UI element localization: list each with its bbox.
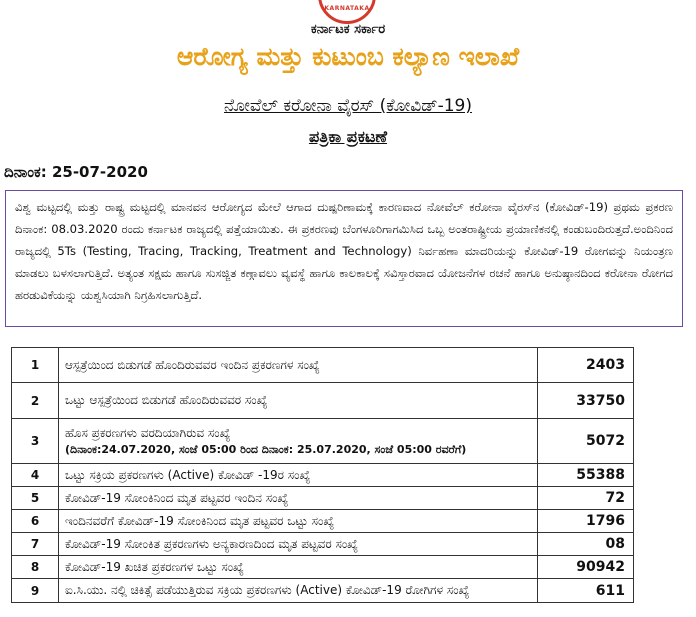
row-description (59, 464, 538, 487)
row-description-text: ಒಟ್ಟು ಸಕ್ರಿಯ ಪ್ರಕರಣಗಳು (Active) ಕೋವಿಡ್ -19ರ ಸಂಖ್ಯೆ (65, 467, 311, 482)
date-line: ದಿನಾಂಕ: 25-07-2020 (4, 163, 148, 181)
row-number: 9 (12, 579, 59, 603)
row-number: 3 (12, 419, 59, 464)
table-row (12, 510, 634, 533)
table-row (12, 464, 634, 487)
row-description-text: ಒಟ್ಟು ಆಸ್ಪತ್ರೆಯಿಂದ ಬಿಡುಗಡೆ ಹೊಂದಿರುವವರ ಸಂಖ್ಯೆ (65, 393, 268, 407)
table-row (12, 419, 634, 464)
row-number: 2 (12, 383, 59, 419)
row-description-text: ಆಸ್ಪತ್ರೆಯಿಂದ ಬಿಡುಗಡೆ ಹೊಂದಿರುವವರ ಇಂದಿನ ಪ್ರಕರಣಗಳ ಸಂಖ್ಯೆ (65, 357, 320, 372)
government-name: ಕರ್ನಾಟಕ ಸರ್ಕಾರ (310, 22, 386, 37)
row-value: 90942 (538, 556, 634, 579)
subject-text: ನೋವೆಲ್ ಕರೋನಾ ವೈರಸ್ (ಕೋವಿಡ್-19) (223, 96, 473, 116)
row-description-text: ಹೊಸ ಪ್ರಕರಣಗಳು ವರದಿಯಾಗಿರುವ ಸಂಖ್ಯೆ (65, 425, 231, 440)
statistics-table (11, 347, 634, 603)
row-description (59, 348, 538, 383)
table-row (12, 487, 634, 510)
row-value: 33750 (538, 383, 634, 419)
row-description-text: ಕೋವಿಡ್-19 ಖಚಿತ ಪ್ರಕರಣಗಳ ಒಟ್ಟು ಸಂಖ್ಯೆ (65, 559, 244, 574)
row-description-text: ಇಂದಿನವರೆಗೆ ಕೋವಿಡ್-19 ಸೋಂಕಿನಿಂದ ಮೃತ ಪಟ್ಟವರ ಒಟ್ಟು ಸಂಖ್ಯೆ (65, 513, 335, 528)
row-number: 6 (12, 510, 59, 533)
row-description (59, 510, 538, 533)
row-description-text: ಕೋವಿಡ್-19 ಸೋಂಕಿತ ಪ್ರಕರಣಗಳು ಅನ್ಯಕಾರಣದಿಂದ ಮೃತ ಪಟ್ಟವರ ಸಂಖ್ಯೆ (65, 536, 359, 551)
row-value: 2403 (538, 348, 634, 383)
row-value: 1796 (538, 510, 634, 533)
row-description (59, 383, 538, 419)
table-row (12, 383, 634, 419)
table-row (12, 556, 634, 579)
row-number: 8 (12, 556, 59, 579)
department-title: ಆರೋಗ್ಯ ಮತ್ತು ಕುಟುಂಬ ಕಲ್ಯಾಣ ಇಲಾಖೆ (176, 42, 520, 71)
karnataka-seal-logo (318, 0, 376, 24)
row-description (59, 533, 538, 556)
table-row (12, 579, 634, 603)
row-description (59, 419, 538, 464)
row-number: 7 (12, 533, 59, 556)
row-value: 5072 (538, 419, 634, 464)
seal-text: KARNATAKA (324, 5, 370, 12)
press-release-text: ಪತ್ರಿಕಾ ಪ್ರಕಟಣೆ (308, 127, 388, 146)
row-value: 08 (538, 533, 634, 556)
row-description-text: ಐ.ಸಿ.ಯು. ನಲ್ಲಿ ಚಿಕಿತ್ಸೆ ಪಡೆಯುತ್ತಿರುವ ಸಕ್ರಿಯ ಪ್ರಕರಣಗಳು (Active) ಕೋವಿಡ್-19 ರೋಗಿಗಳ ಸಂಖ್ಯೆ (65, 583, 470, 597)
press-release-heading (0, 127, 696, 147)
row-value: 55388 (538, 464, 634, 487)
table-row (12, 533, 634, 556)
subject-heading (0, 96, 696, 116)
row-description (59, 579, 538, 603)
row-number: 5 (12, 487, 59, 510)
row-number: 4 (12, 464, 59, 487)
row-number: 1 (12, 348, 59, 383)
row-value: 72 (538, 487, 634, 510)
row-description-text: ಕೋವಿಡ್-19 ಸೋಂಕಿನಿಂದ ಮೃತ ಪಟ್ಟವರ ಇಂದಿನ ಸಂಖ್ಯೆ (65, 490, 289, 505)
intro-paragraph: ವಿಶ್ವ ಮಟ್ಟದಲ್ಲಿ ಮತ್ತು ರಾಷ್ಟ್ರ ಮಟ್ಟದಲ್ಲಿ ಮಾನವನ ಆರೋಗ್ಯದ ಮೇಲೆ ಆಗಾದ ದುಷ್ಪರಿಣಾಮಕ್ಕೆ ಕಾರಣವಾದ ನೋವೆಲ್ ಕರೋನಾ ವೈರಸ್‌ನ (ಕೋವಿಡ್-19) ಪ್ರಥಮ ಪ್ರಕರಣ ದಿನಾಂಕ: 08.03.2020 ರಂದು ಕರ್ನಾಟಕ ರಾಜ್ಯದಲ್ಲಿ ಪತ್ತೆಯಾಯಿತು. ಈ ಪ್ರಕರಣವು ಬೆಂಗಳೂರಿಗಾಗಮಿಸಿದ ಒಬ್ಬ ಅಂತರಾಷ್ಟ್ರೀಯ ಪ್ರಯಾಣಿಕನಲ್ಲಿ ಕಂಡುಬಂದಿರುತ್ತದೆ.ಅಂದಿನಿಂದ ರಾಜ್ಯದಲ್ಲಿ 5Ts (Testing, Tracing, Tracking, Treatment and Technology) ನಿರ್ವಹಣಾ ಮಾದರಿಯನ್ನು ಕೋವಿಡ್-19 ರೋಗವನ್ನು ನಿಯಂತ್ರಣ ಮಾಡಲು ಬಳಸಲಾಗುತ್ತಿದೆ. ಅತ್ಯಂತ ಸಕ್ಷಮ ಹಾಗೂ ಸುಸಜ್ಜಿತ ಕಣ್ಗಾವಲು ವ್ಯವಸ್ಥೆ ಹಾಗೂ ಕಾಲಕಾಲಕ್ಕೆ ಸವಿಸ್ತಾರವಾದ ಯೋಜನೆಗಳ ರಚನೆ ಹಾಗೂ ಅನುಷ್ಠಾನದಿಂದ ಕರೋನಾ ರೋಗದ ಹರಡುವಿಕೆಯನ್ನು ಯಶ್ವಸಿಯಾಗಿ ನಿಗ್ರಹಿಸಲಾಗುತ್ತಿದೆ. (5, 190, 683, 327)
table-row (12, 348, 634, 383)
row-description (59, 487, 538, 510)
row-value: 611 (538, 579, 634, 603)
row-description (59, 556, 538, 579)
row-description-note: (ದಿನಾಂಕ:24.07.2020, ಸಂಜೆ 05:00 ರಿಂದ ದಿನಾಂಕ: 25.07.2020, ಸಂಜೆ 05:00 ರವರೆಗೆ) (65, 442, 467, 456)
